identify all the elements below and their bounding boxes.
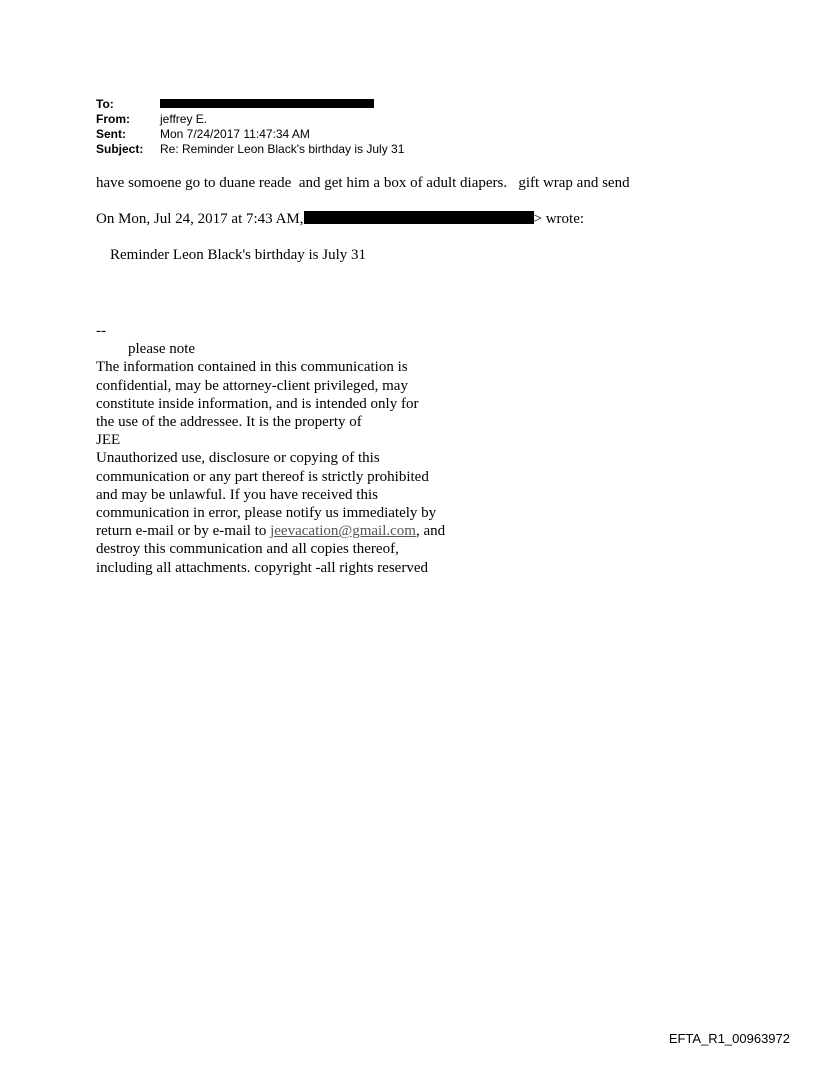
disclaimer-line: and may be unlawful. If you have received this (96, 486, 378, 503)
email-line-suffix: , and (415, 523, 446, 540)
subject-row (96, 142, 404, 157)
disclaimer-line: confidential, may be attorney-client privileged, may (96, 377, 408, 394)
disclaimer-line: including all attachments. copyright -all rights reserved (96, 559, 428, 576)
to-row (96, 97, 404, 112)
from-value: jeffrey E. (160, 112, 208, 126)
subject-label: Subject: (96, 142, 144, 156)
disclaimer-line: communication in error, please notify us immediately by (96, 505, 437, 522)
disclaimer-line: The information contained in this communication is (96, 359, 408, 376)
disclaimer-line: JEE (96, 432, 121, 449)
redaction-bar-to (160, 99, 374, 108)
signature-note: please note (128, 341, 196, 358)
to-value (160, 97, 374, 112)
sent-row (96, 127, 404, 142)
disclaimer-line: communication or any part thereof is strictly prohibited (96, 468, 429, 485)
redaction-bar-sender (304, 211, 534, 224)
reply-suffix: > wrote: (533, 211, 585, 227)
from-label: From: (96, 112, 130, 126)
reply-prefix: On Mon, Jul 24, 2017 at 7:43 AM, (96, 211, 304, 227)
sent-value: Mon 7/24/2017 11:47:34 AM (160, 127, 310, 141)
reply-attribution (96, 211, 584, 228)
disclaimer-line: Unauthorized use, disclosure or copying of this (96, 450, 380, 467)
to-label: To: (96, 97, 114, 111)
document-id: EFTA_R1_00963972 (668, 1031, 790, 1046)
from-row (96, 112, 404, 127)
signature-block (96, 322, 445, 577)
email-line-prefix: return e-mail or by e-mail to (96, 523, 271, 540)
signature-separator: -- (96, 323, 106, 339)
disclaimer-line: destroy this communication and all copies thereof, (96, 541, 399, 558)
disclaimer-email-line (96, 522, 445, 540)
disclaimer-line: constitute inside information, and is intended only for (96, 395, 419, 412)
message-text: have somoene go to duane reade and get him a box of adult diapers. gift wrap and send (96, 175, 630, 191)
disclaimer-line: the use of the addressee. It is the property of (96, 414, 362, 431)
email-header (96, 97, 404, 157)
quoted-message: Reminder Leon Black's birthday is July 31 (110, 247, 366, 263)
email-link[interactable]: jeevacation@gmail.com (270, 523, 416, 540)
subject-value: Re: Reminder Leon Black's birthday is July 31 (160, 142, 405, 156)
sent-label: Sent: (96, 127, 126, 141)
